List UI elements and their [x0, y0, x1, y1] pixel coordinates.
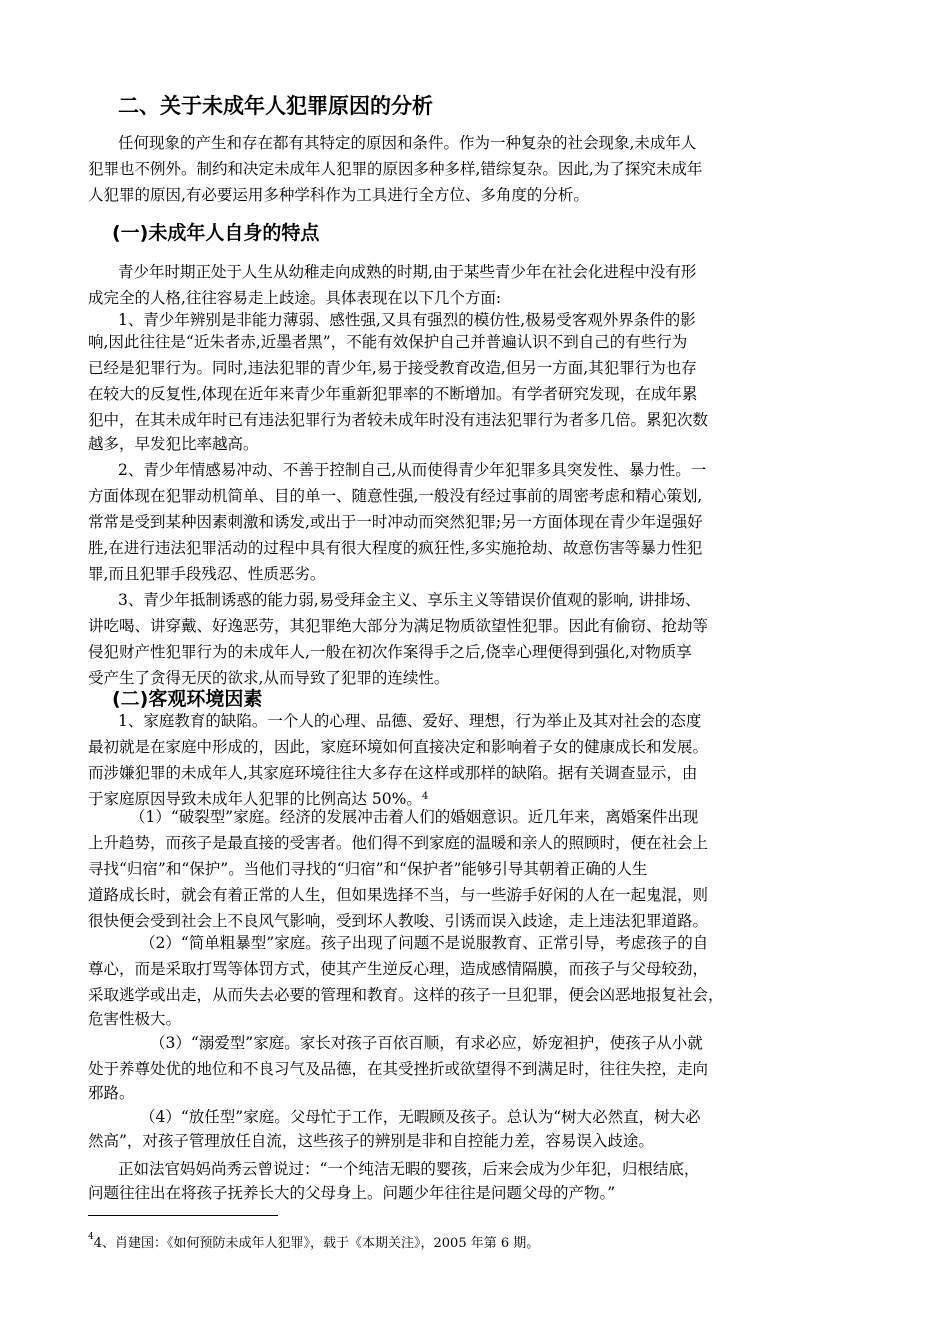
paragraph-line: 方面体现在犯罪动机简单、目的单一、随意性强,一般没有经过事前的周密考虑和精心策划, — [88, 487, 703, 505]
footnote-text: 4、肖建国：《如何预防未成年人犯罪》，载于《本期关注》，2005 年第 6 期。 — [93, 1236, 540, 1251]
paragraph-line: （4）“放任型”家庭。父母忙于工作，无暇顾及孩子。总认为“树大必然直，树大必 — [140, 1108, 701, 1126]
paragraph-line: 处于养尊处优的地位和不良习气及品德，在其受挫折或欲望得不到满足时，往往失控，走向 — [88, 1060, 709, 1078]
paragraph-line: 常常是受到某种因素刺激和诱发,或出于一时冲动而突然犯罪;另一方面体现在青少年逞强好 — [88, 513, 703, 531]
paragraph-line: 青少年时期正处于人生从幼稚走向成熟的时期,由于某些青少年在社会化进程中没有形 — [118, 263, 697, 281]
paragraph-line: 3、青少年抵制诱惑的能力弱,易受拜金主义、享乐主义等错误价值观的影响, 讲排场、 — [118, 591, 701, 609]
paragraph-line: 犯罪也不例外。制约和决定未成年人犯罪的原因多种多样,错综复杂。因此,为了探究未成年 — [88, 160, 703, 178]
subsection-title: (二)客观环境因素 — [112, 688, 263, 710]
paragraph-text: 于家庭原因导致未成年人犯罪的比例高达 50%。 — [88, 790, 422, 808]
paragraph-line: 采取逃学或出走，从而失去必要的管理和教育。这样的孩子一旦犯罪，便会凶恶地报复社会， — [88, 986, 724, 1004]
paragraph-line: 最初就是在家庭中形成的，因此，家庭环境如何直接决定和影响着子女的健康成长和发展。 — [88, 738, 709, 756]
paragraph-line: 在较大的反复性,体现在近年来青少年重新犯罪率的不断增加。有学者研究发现，在成年累 — [88, 385, 698, 403]
paragraph-line: 很快便会受到社会上不良风气影响，受到坏人教唆、引诱而误入歧途，走上违法犯罪道路。 — [88, 912, 709, 930]
paragraph-line: 已经是犯罪行为。同时,违法犯罪的青少年,易于接受教育改造,但另一方面,其犯罪行为也存 — [88, 359, 697, 377]
paragraph-line: 胜,在进行违法犯罪活动的过程中具有很大程度的疯狂性,多实施抢劫、故意伤害等暴力性犯 — [88, 539, 703, 557]
footnote-mark: 4 — [88, 1232, 94, 1242]
paragraph-line: 1、青少年辨别是非能力薄弱、感性强,又具有强烈的模仿性,极易受客观外界条件的影 — [118, 311, 696, 329]
paragraph-line: 2、青少年情感易冲动、不善于控制自己,从而使得青少年犯罪多具突发性、暴力性。一 — [118, 461, 707, 479]
paragraph-line: 问题往往出在将孩子抚养长大的父母身上。问题少年往往是问题父母的产物。” — [88, 1184, 616, 1202]
paragraph-line: 然高”，对孩子管理放任自流，这些孩子的辨别是非和自控能力差，容易误入歧途。 — [88, 1132, 654, 1150]
paragraph-line: 讲吃喝、讲穿戴、好逸恶劳，其犯罪绝大部分为满足物质欲望性犯罪。因此有偷窃、抢劫等 — [88, 617, 709, 635]
paragraph-line: 寻找“归宿”和“保护”。当他们寻找的“归宿”和“保护者”能够引导其朝着正确的人生 — [88, 860, 648, 878]
paragraph-line: 1、家庭教育的缺陷。一个人的心理、品德、爱好、理想，行为举止及其对社会的态度 — [118, 712, 702, 730]
paragraph-line: 道路成长时，就会有着正常的人生，但如果选择不当，与一些游手好闲的人在一起鬼混，则 — [88, 886, 709, 904]
paragraph-line: 越多，早发犯比率越高。 — [88, 435, 259, 453]
subsection-title: (一)未成年人自身的特点 — [112, 222, 320, 244]
paragraph-line: （3）“溺爱型”家庭。家长对孩子百依百顺，有求必应，娇宠袒护，使孩子从小就 — [150, 1034, 703, 1052]
paragraph-line: 受产生了贪得无厌的欲求,从而导致了犯罪的连续性。 — [88, 669, 450, 687]
paragraph-line: 犯中，在其未成年时已有违法犯罪行为者较未成年时没有违法犯罪行为者多几倍。累犯次数 — [88, 411, 709, 429]
footnote-ref: 4 — [421, 791, 429, 802]
paragraph-line: 正如法官妈妈尚秀云曾说过：“一个纯洁无暇的婴孩，后来会成为少年犯，归根结底， — [118, 1160, 700, 1178]
footnote-separator — [88, 1215, 278, 1216]
paragraph-line: 响,因此往往是“近朱者赤,近墨者黑”，不能有效保护自己并普遍认识不到自己的有些行为 — [88, 333, 688, 351]
paragraph-line: （1）“破裂型”家庭。经济的发展冲击着人们的婚姻意识。近几年来，离婚案件出现 — [130, 808, 699, 826]
footnote — [88, 1232, 539, 1251]
paragraph-line: 邪路。 — [88, 1084, 135, 1102]
paragraph-line: 成完全的人格,往往容易走上歧途。具体表现在以下几个方面: — [88, 289, 502, 307]
paragraph-line: 而涉嫌犯罪的未成年人,其家庭环境往往大多存在这样或那样的缺陷。据有关调查显示，由 — [88, 764, 698, 782]
section-title: 二、关于未成年人犯罪原因的分析 — [118, 94, 433, 118]
paragraph-line: 人犯罪的原因,有必要运用多种学科作为工具进行全方位、多角度的分析。 — [88, 186, 589, 204]
paragraph-line: 危害性极大。 — [88, 1010, 182, 1028]
paragraph-line: （2）“简单粗暴型”家庭。孩子出现了问题不是说服教育、正常引导，考虑孩子的自 — [140, 934, 709, 952]
paragraph-line: 尊心，而是采取打骂等体罚方式，使其产生逆反心理，造成感情隔膜，而孩子与父母较劲， — [88, 960, 709, 978]
paragraph-line: 任何现象的产生和存在都有其特定的原因和条件。作为一种复杂的社会现象,未成年人 — [118, 134, 697, 152]
paragraph-line: 侵犯财产性犯罪行为的未成年人,一般在初次作案得手之后,侥幸心理便得到强化,对物质享 — [88, 643, 692, 661]
paragraph-line: 上升趋势，而孩子是最直接的受害者。他们得不到家庭的温暖和亲人的照顾时，便在社会上 — [88, 834, 709, 852]
paragraph-line: 罪,而且犯罪手段残忍、性质恶劣。 — [88, 565, 326, 583]
